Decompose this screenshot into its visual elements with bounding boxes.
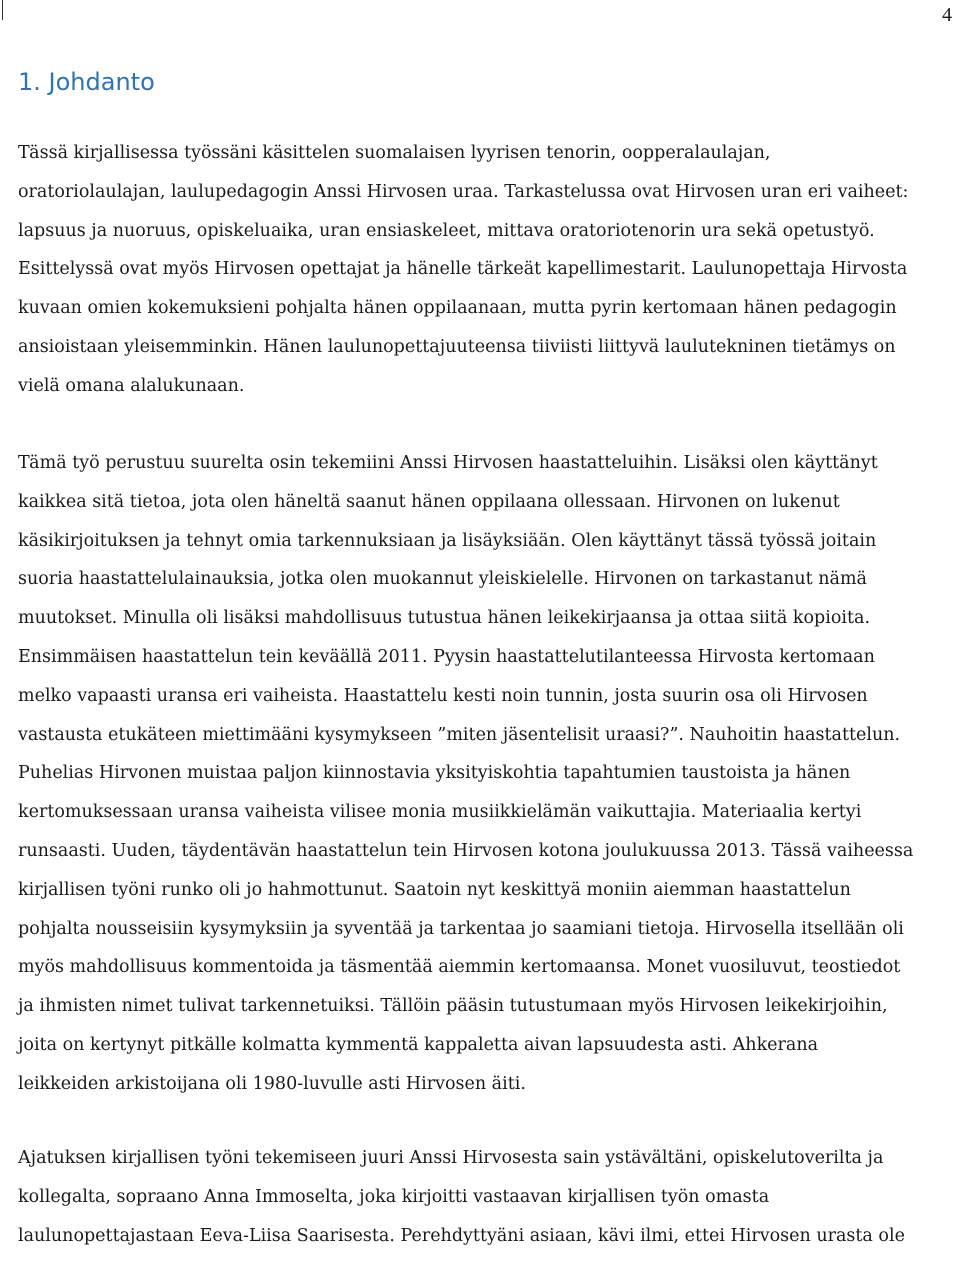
paragraph-2 bbox=[18, 451, 958, 1111]
paragraph-1 bbox=[18, 141, 958, 413]
text-line: vastausta etukäteen miettimääni kysymykseen ”miten jäsentelisit uraasi?”. Nauhoitin haastattelun. bbox=[18, 724, 901, 745]
text-line: Ensimmäisen haastattelun tein keväällä 2011. Pyysin haastattelutilanteessa Hirvosta kertomaan bbox=[18, 646, 875, 667]
text-line: myös mahdollisuus kommentoida ja täsmentää aiemmin kertomaansa. Monet vuosiluvut, teostiedot bbox=[18, 957, 901, 978]
text-line: kaikkea sitä tietoa, jota olen häneltä saanut hänen oppilaana ollessaan. Hirvonen on lukenut bbox=[18, 491, 840, 512]
text-line: runsaasti. Uuden, täydentävän haastattelun tein Hirvosen kotona joulukuussa 2013. Tässä vaiheessa bbox=[18, 840, 914, 861]
section-heading: 1. Johdanto bbox=[18, 68, 155, 96]
text-line: joita on kertynyt pitkälle kolmatta kymmentä kappaletta aivan lapsuudesta asti. Ahkerana bbox=[18, 1034, 819, 1055]
text-line: kuvaan omien kokemuksieni pohjalta hänen oppilaanaan, mutta pyrin kertomaan hänen pedagogin bbox=[18, 298, 897, 319]
text-line: lapsuus ja nuoruus, opiskeluaika, uran ensiaskeleet, mittava oratoriotenorin ura sekä opetustyö. bbox=[18, 220, 875, 241]
text-line: laulunopettajastaan Eeva-Liisa Saarisesta. Perehdyttyäni asiaan, kävi ilmi, ettei Hirvosen urasta ole bbox=[18, 1225, 905, 1246]
text-line: melko vapaasti uransa eri vaiheista. Haastattelu kesti noin tunnin, josta suurin osa oli Hirvosen bbox=[18, 685, 868, 706]
text-line: pohjalta nousseisiin kysymyksiin ja syventää ja tarkentaa jo saamiani tietoja. Hirvosella itsellään oli bbox=[18, 918, 904, 939]
text-line: suoria haastattelulainauksia, jotka olen muokannut yleiskielelle. Hirvonen on tarkastanut nämä bbox=[18, 569, 867, 590]
text-line: Tässä kirjallisessa työssäni käsittelen suomalaisen lyyrisen tenorin, oopperalaulajan, bbox=[18, 143, 771, 163]
text-line: muutokset. Minulla oli lisäksi mahdollisuus tutustua hänen leikekirjaansa ja ottaa siitä kopioita. bbox=[18, 608, 871, 629]
text-line: Ajatuksen kirjallisen työni tekemiseen juuri Anssi Hirvosesta sain ystävältäni, opiskelutoverilta ja bbox=[18, 1148, 884, 1168]
page-number: 4 bbox=[942, 4, 952, 26]
text-line: Tämä työ perustuu suurelta osin tekemiini Anssi Hirvosen haastatteluihin. Lisäksi olen käyttänyt bbox=[18, 453, 878, 473]
text-line: Esittelyssä ovat myös Hirvosen opettajat ja hänelle tärkeät kapellimestarit. Laulunopettaja Hirvosta bbox=[18, 259, 908, 280]
text-line: Puhelias Hirvonen muistaa paljon kiinnostavia yksityiskohtia tapahtumien taustoista ja hänen bbox=[18, 763, 851, 784]
text-line: kirjallisen työni runko oli jo hahmottunut. Saatoin nyt keskittyä moniin aiemman haastattelun bbox=[18, 879, 851, 900]
page-margin-marker bbox=[2, 0, 3, 20]
text-line: kollegalta, sopraano Anna Immoselta, joka kirjoitti vastaavan kirjallisen työn omasta bbox=[18, 1186, 770, 1207]
text-line: oratoriolaulajan, laulupedagogin Anssi Hirvosen uraa. Tarkastelussa ovat Hirvosen uran eri vaiheet: bbox=[18, 181, 909, 202]
text-line: ja ihmisten nimet tulivat tarkennetuiksi. Tällöin pääsin tutustumaan myös Hirvosen leikekirjoihin, bbox=[18, 996, 888, 1017]
text-line: vielä omana alalukunaan. bbox=[18, 375, 245, 396]
text-line: käsikirjoituksen ja tehnyt omia tarkennuksiaan ja lisäyksiään. Olen käyttänyt tässä työssä joitain bbox=[18, 530, 877, 551]
text-line: leikkeiden arkistoijana oli 1980-luvulle asti Hirvosen äiti. bbox=[18, 1073, 526, 1094]
text-line: ansioistaan yleisemminkin. Hänen laulunopettajuuteensa tiiviisti liittyvä laulutekninen tietämys on bbox=[18, 336, 896, 357]
paragraph-3 bbox=[18, 1146, 958, 1262]
text-line: kertomuksessaan uransa vaiheista vilisee monia musiikkielämän vaikuttajia. Materiaalia kertyi bbox=[18, 802, 862, 823]
